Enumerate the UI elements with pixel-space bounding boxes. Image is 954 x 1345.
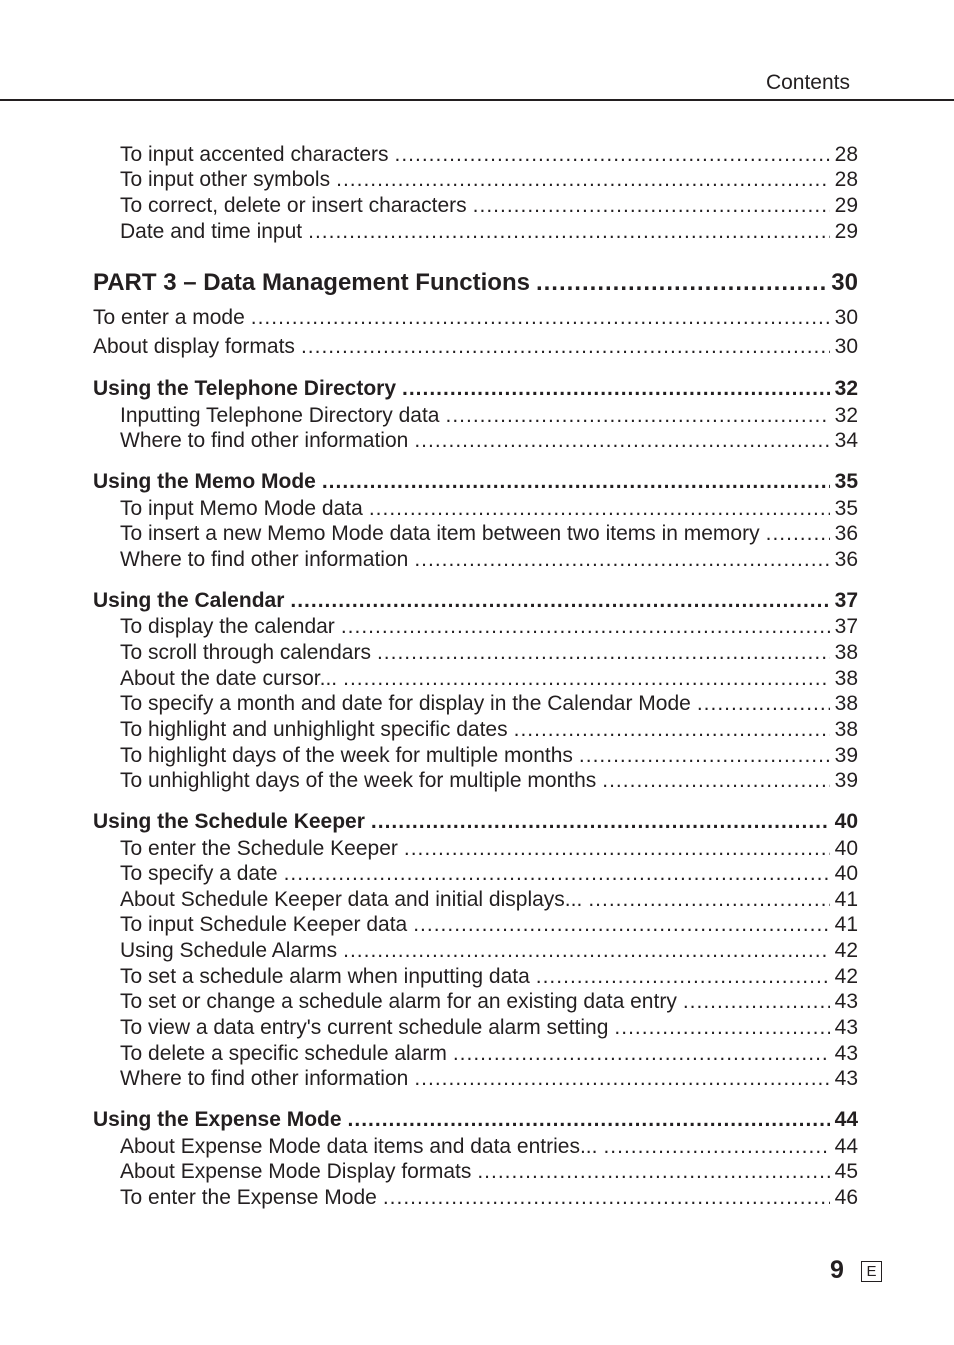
toc-entry-page: 44: [834, 1108, 858, 1131]
toc-entry-page: 30: [834, 306, 858, 329]
toc-entry-title: To highlight days of the week for multiple months: [120, 744, 573, 767]
toc-entry-title: Inputting Telephone Directory data: [120, 404, 440, 427]
toc-entry-page: 28: [834, 168, 858, 191]
toc-entry[interactable]: [120, 836, 858, 862]
toc-entry-page: 39: [834, 769, 858, 792]
dot-leader: [377, 640, 830, 666]
toc-entry-title: To specify a date: [120, 862, 278, 885]
toc-entry[interactable]: [120, 666, 858, 692]
toc-section-heading[interactable]: [93, 469, 858, 495]
dot-leader: [284, 861, 830, 887]
toc-entry-page: 35: [834, 497, 858, 520]
page-number: 9: [830, 1256, 844, 1284]
dot-leader: [477, 1159, 829, 1185]
toc-entry[interactable]: [120, 912, 858, 938]
toc-entry-title: To input Memo Mode data: [120, 497, 363, 520]
dot-leader: [395, 142, 830, 168]
dot-leader: [766, 521, 830, 547]
toc-entry-page: 43: [834, 990, 858, 1013]
dot-leader: [336, 167, 830, 193]
dot-leader: [579, 743, 830, 769]
toc-entry-title: Using the Calendar: [93, 589, 285, 612]
toc-entry-page: 34: [834, 429, 858, 452]
toc-entry-page: 45: [834, 1160, 858, 1183]
toc-entry[interactable]: [120, 1134, 858, 1160]
toc-entry-title: To delete a specific schedule alarm: [120, 1042, 447, 1065]
toc-part-heading[interactable]: [93, 268, 858, 298]
toc-entry-title: To enter the Schedule Keeper: [120, 837, 398, 860]
dot-leader: [614, 1015, 829, 1041]
dot-leader: [588, 887, 829, 913]
dot-leader: [371, 809, 830, 835]
toc-entry-title: Using the Telephone Directory: [93, 377, 396, 400]
dot-leader: [446, 403, 830, 429]
toc-entry-title: About display formats: [93, 335, 295, 358]
toc-entry[interactable]: [120, 717, 858, 743]
toc-entry-title: PART 3 – Data Management Functions: [93, 269, 530, 296]
toc-entry-title: To insert a new Memo Mode data item between two items in memory: [120, 522, 760, 545]
toc-entry-page: 40: [834, 862, 858, 885]
toc-entry-title: Using the Expense Mode: [93, 1108, 342, 1131]
toc-entry-title: Using Schedule Alarms: [120, 939, 338, 962]
toc-entry-page: 42: [834, 939, 858, 962]
toc-entry-page: 40: [834, 810, 858, 833]
toc-entry-page: 37: [834, 589, 858, 612]
toc-entry-title: To highlight and unhighlight specific dates: [120, 718, 508, 741]
dot-leader: [697, 691, 830, 717]
toc-entry-page: 46: [834, 1186, 858, 1209]
toc-entry[interactable]: [93, 305, 858, 331]
toc-section-heading[interactable]: [93, 588, 858, 614]
toc-entry-title: To enter a mode: [93, 306, 245, 329]
toc-entry-title: To scroll through calendars: [120, 641, 371, 664]
toc-entry-title: To input other symbols: [120, 168, 331, 191]
dot-leader: [322, 469, 830, 495]
toc-entry-page: 40: [834, 837, 858, 860]
toc-entry[interactable]: [120, 193, 858, 219]
toc-entry[interactable]: [120, 964, 858, 990]
dot-leader: [514, 717, 830, 743]
toc-entry-page: 41: [834, 913, 858, 936]
toc-entry-page: 38: [834, 718, 858, 741]
toc-entry-title: Where to find other information: [120, 1067, 409, 1090]
toc-entry[interactable]: [120, 142, 858, 168]
toc-entry-title: Date and time input: [120, 220, 303, 243]
dot-leader: [343, 666, 830, 692]
toc-entry[interactable]: [120, 167, 858, 193]
toc-entry[interactable]: [120, 887, 858, 913]
toc-entry-title: About Expense Mode data items and data entries...: [120, 1135, 598, 1158]
toc-entry-title: To correct, delete or insert characters: [120, 194, 467, 217]
header-title: Contents: [765, 71, 850, 94]
toc-entry-page: 41: [834, 888, 858, 911]
toc-entry[interactable]: [120, 1066, 858, 1092]
dot-leader: [453, 1041, 830, 1067]
toc-entry-title: To set a schedule alarm when inputting data: [120, 965, 530, 988]
toc-entry-page: 35: [834, 470, 858, 493]
toc-entry-title: About the date cursor...: [120, 667, 338, 690]
toc-entry-page: 32: [834, 377, 858, 400]
toc-entry-page: 38: [834, 692, 858, 715]
toc-entry[interactable]: [120, 938, 858, 964]
toc-entry-page: 36: [834, 522, 858, 545]
toc-entry[interactable]: [120, 219, 858, 245]
toc-entry-page: 29: [834, 220, 858, 243]
dot-leader: [402, 376, 830, 402]
toc-entry-page: 44: [834, 1135, 858, 1158]
toc-entry-page: 43: [834, 1042, 858, 1065]
toc-entry-title: To specify a month and date for display in the Calendar Mode: [120, 692, 691, 715]
toc-entry[interactable]: [120, 1015, 858, 1041]
toc-entry-title: About Schedule Keeper data and initial displays...: [120, 888, 583, 911]
toc-entry-page: 37: [834, 615, 858, 638]
toc-entry[interactable]: [120, 547, 858, 573]
toc-entry-page: 38: [834, 641, 858, 664]
toc-entry-page: 30: [831, 269, 858, 296]
toc-entry[interactable]: [120, 496, 858, 522]
toc-entry-title: To input accented characters: [120, 143, 389, 166]
toc-entry[interactable]: [120, 428, 858, 454]
dot-leader: [602, 768, 829, 794]
toc-entry[interactable]: [93, 334, 858, 360]
dot-leader: [414, 428, 829, 454]
toc-section-heading[interactable]: [93, 1107, 858, 1133]
toc-entry-page: 39: [834, 744, 858, 767]
toc-entry[interactable]: [120, 1041, 858, 1067]
toc-entry-page: 28: [834, 143, 858, 166]
dot-leader: [683, 989, 830, 1015]
dot-leader: [308, 219, 830, 245]
dot-leader: [404, 836, 830, 862]
toc-entry[interactable]: [120, 1159, 858, 1185]
toc-entry[interactable]: [120, 861, 858, 887]
dot-leader: [343, 938, 830, 964]
toc-entry-title: To display the calendar: [120, 615, 335, 638]
toc-entry-title: To input Schedule Keeper data: [120, 913, 408, 936]
dot-leader: [603, 1134, 829, 1160]
toc-entry[interactable]: [120, 768, 858, 794]
dot-leader: [341, 614, 830, 640]
dot-leader: [251, 305, 830, 331]
toc-entry[interactable]: [120, 614, 858, 640]
toc-entry-title: Where to find other information: [120, 548, 409, 571]
header-rule: [0, 99, 954, 101]
language-badge: E: [861, 1261, 882, 1282]
dot-leader: [383, 1185, 830, 1211]
toc-entry-page: 42: [834, 965, 858, 988]
toc-entry-page: 43: [834, 1067, 858, 1090]
toc-section-heading[interactable]: [93, 809, 858, 835]
toc-entry-title: Where to find other information: [120, 429, 409, 452]
toc-entry-page: 38: [834, 667, 858, 690]
dot-leader: [414, 1066, 829, 1092]
toc-entry[interactable]: [120, 640, 858, 666]
toc-entry-page: 30: [834, 335, 858, 358]
dot-leader: [413, 912, 829, 938]
toc-entry[interactable]: [120, 743, 858, 769]
toc-entry-title: To view a data entry's current schedule alarm setting: [120, 1016, 609, 1039]
toc-entry-title: About Expense Mode Display formats: [120, 1160, 472, 1183]
dot-leader: [536, 964, 830, 990]
toc-entry-page: 36: [834, 548, 858, 571]
toc-entry[interactable]: [120, 691, 858, 717]
dot-leader: [369, 496, 830, 522]
toc-entry-page: 43: [834, 1016, 858, 1039]
toc-entry[interactable]: [120, 403, 858, 429]
toc-entry[interactable]: [120, 521, 858, 547]
toc-entry-title: To unhighlight days of the week for multiple months: [120, 769, 597, 792]
dot-leader: [473, 193, 830, 219]
toc-entry-title: Using the Schedule Keeper: [93, 810, 365, 833]
toc-entry[interactable]: [120, 989, 858, 1015]
toc-entry-title: To enter the Expense Mode: [120, 1186, 377, 1209]
dot-leader: [290, 588, 829, 614]
toc-entry-title: Using the Memo Mode: [93, 470, 316, 493]
toc-entry-page: 32: [834, 404, 858, 427]
dot-leader: [301, 334, 830, 360]
toc-entry-page: 29: [834, 194, 858, 217]
dot-leader: [414, 547, 829, 573]
toc-section-heading[interactable]: [93, 376, 858, 402]
toc-entry-title: To set or change a schedule alarm for an existing data entry: [120, 990, 677, 1013]
dot-leader: [348, 1107, 830, 1133]
dot-leader: [536, 268, 826, 298]
toc-entry[interactable]: [120, 1185, 858, 1211]
